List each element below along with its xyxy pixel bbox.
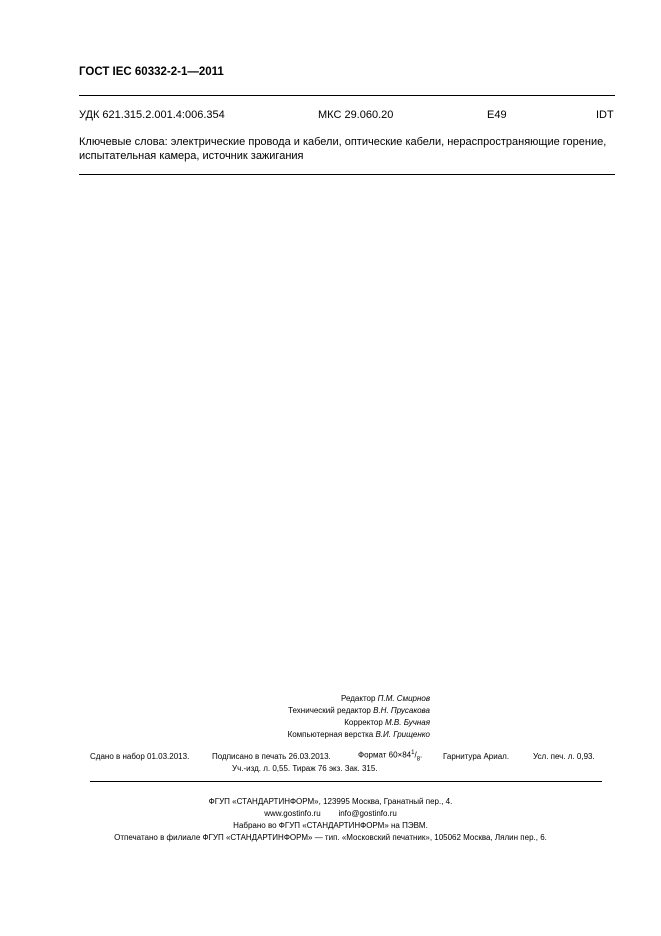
- publisher-address: ФГУП «СТАНДАРТИНФОРМ», 123995 Москва, Гранатный пер., 4.: [208, 797, 453, 806]
- publisher-email: info@gostinfo.ru: [338, 809, 397, 818]
- standard-code: ГОСТ IEC 60332-2-1—2011: [79, 66, 224, 78]
- keywords-block: [79, 136, 619, 163]
- publisher-printed: Отпечатано в филиале ФГУП «СТАНДАРТИНФОРМ» — тип. «Московский печатник», 105062 Москва, Лялин пер., 6.: [114, 833, 547, 842]
- okp-code: E49: [487, 109, 507, 121]
- publisher-site: www.gostinfo.ru: [264, 809, 321, 818]
- equivalence-degree: IDT: [596, 109, 614, 121]
- credit-corrector: Корректор М.В. Бучная: [344, 718, 430, 727]
- publisher-contacts: [0, 809, 661, 818]
- keywords-divider: [79, 174, 615, 175]
- imprint-run-info: Уч.-изд. л. 0,55. Тираж 76 экз. Зак. 315.: [232, 764, 378, 773]
- mks-code: МКС 29.060.20: [318, 109, 394, 121]
- udk-code: УДК 621.315.2.001.4:006.354: [79, 109, 225, 121]
- publisher-typeset: Набрано во ФГУП «СТАНДАРТИНФОРМ» на ПЭВМ.: [233, 821, 428, 830]
- imprint-print-sheets: Усл. печ. л. 0,93.: [533, 752, 595, 761]
- keywords-text: электрические провода и кабели, оптические кабели, нераспространяющие горение, испытательная камера, источник зажигания: [79, 136, 607, 162]
- credit-editor: Редактор П.М. Смирнов: [341, 694, 430, 703]
- top-divider: [79, 95, 615, 96]
- credit-layout: Компьютерная верстка В.И. Грищенко: [287, 730, 430, 739]
- credits-block: [200, 693, 430, 741]
- keywords-label: Ключевые слова:: [79, 136, 168, 148]
- imprint-typeface: Гарнитура Ариал.: [443, 752, 510, 761]
- imprint-submitted: Сдано в набор 01.03.2013.: [90, 752, 190, 761]
- imprint-divider: [90, 781, 602, 782]
- imprint-signed: Подписано в печать 26.03.2013.: [212, 752, 331, 761]
- credit-tech-editor: Технический редактор В.Н. Прусакова: [288, 706, 430, 715]
- imprint-format: Формат $60\times 84^1/_8$.: [358, 750, 423, 763]
